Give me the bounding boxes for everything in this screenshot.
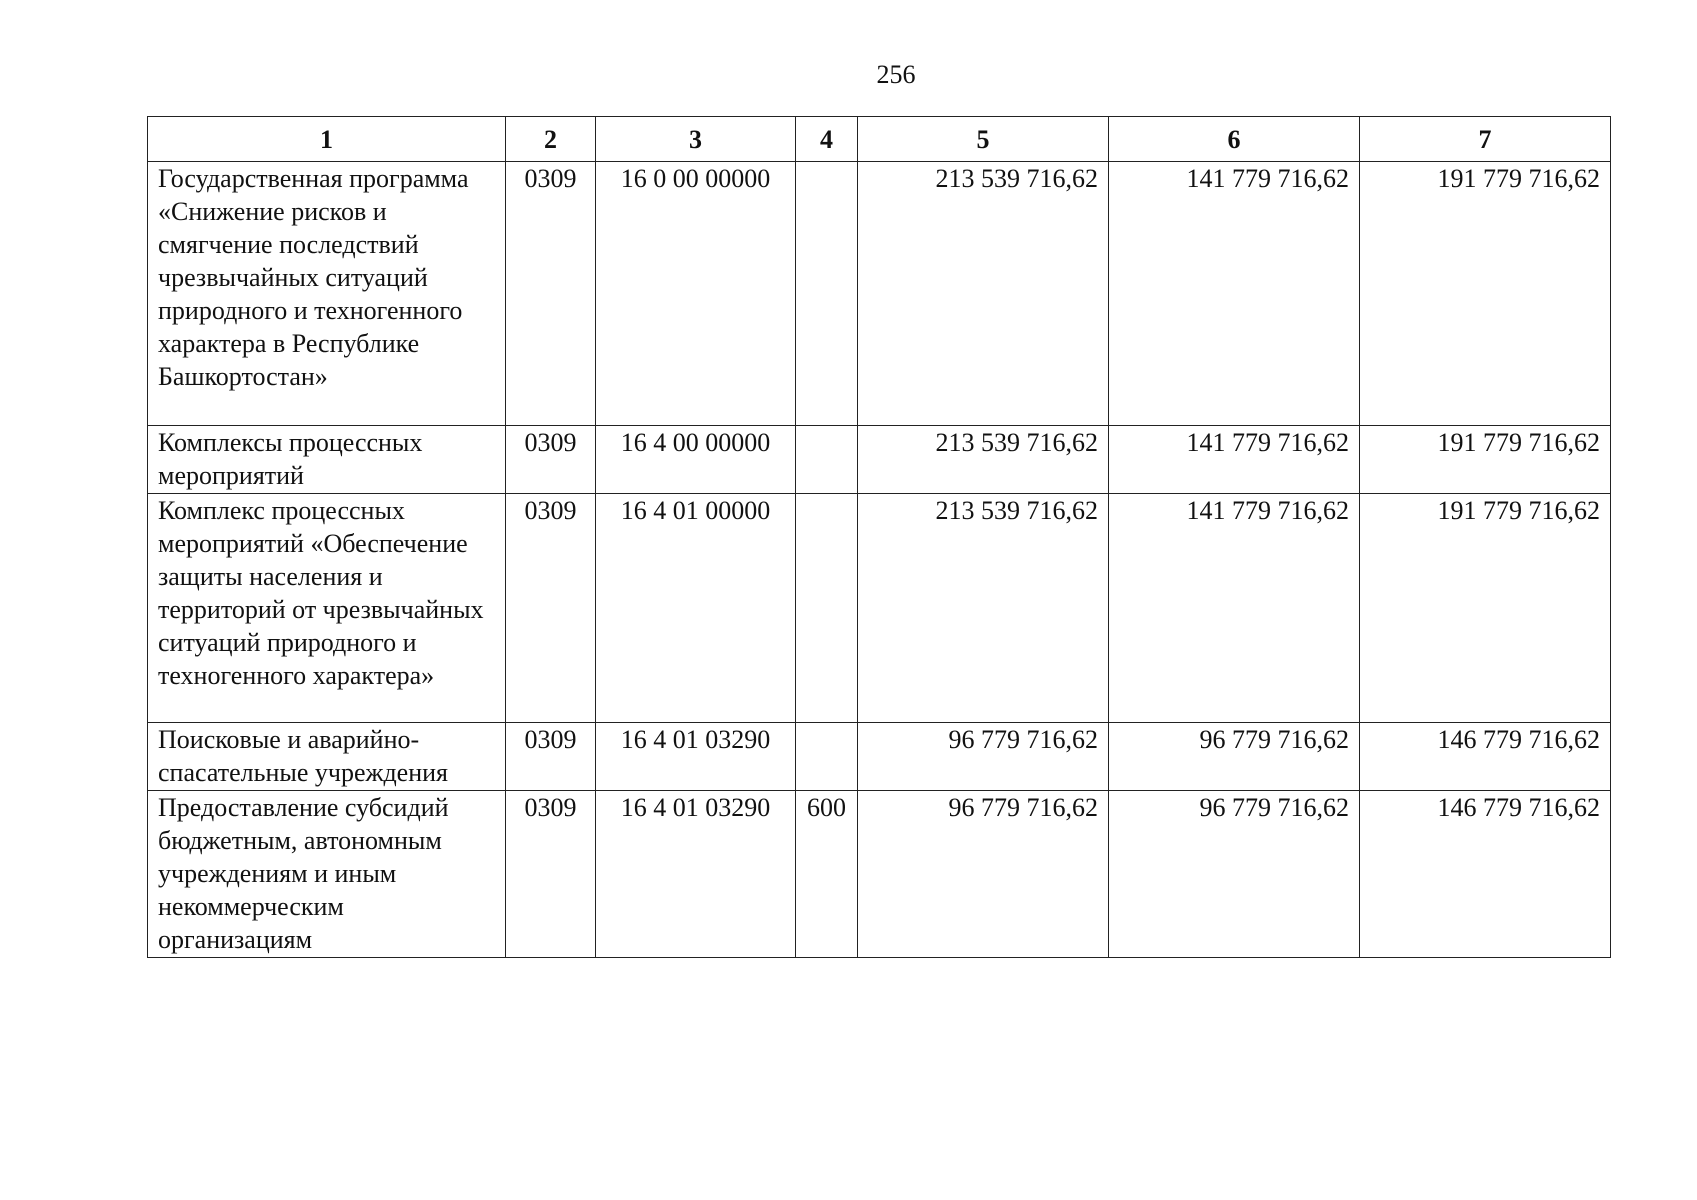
type-code-cell — [796, 494, 858, 723]
amount-cell-6: 141 779 716,62 — [1109, 494, 1360, 723]
type-code-cell — [796, 723, 858, 791]
amount-cell-5: 96 779 716,62 — [858, 723, 1109, 791]
column-header: 1 — [148, 117, 506, 162]
row-name-cell: Предоставление субсидий бюджетным, автономным учреждениям и иным некоммерческим организациям — [148, 791, 506, 958]
column-header: 3 — [596, 117, 796, 162]
type-code-cell: 600 — [796, 791, 858, 958]
column-header: 5 — [858, 117, 1109, 162]
target-code-cell: 16 4 00 00000 — [596, 426, 796, 494]
header-row — [148, 117, 1611, 162]
type-code-cell — [796, 162, 858, 426]
target-code-cell: 16 0 00 00000 — [596, 162, 796, 426]
column-header: 7 — [1360, 117, 1611, 162]
amount-cell-7: 146 779 716,62 — [1360, 723, 1611, 791]
amount-cell-7: 191 779 716,62 — [1360, 426, 1611, 494]
type-code-cell — [796, 426, 858, 494]
section-code-cell: 0309 — [506, 791, 596, 958]
target-code-cell: 16 4 01 00000 — [596, 494, 796, 723]
column-header: 6 — [1109, 117, 1360, 162]
amount-cell-6: 141 779 716,62 — [1109, 162, 1360, 426]
column-header: 2 — [506, 117, 596, 162]
amount-cell-5: 213 539 716,62 — [858, 162, 1109, 426]
section-code-cell: 0309 — [506, 494, 596, 723]
table-row — [148, 723, 1611, 791]
amount-cell-7: 191 779 716,62 — [1360, 494, 1611, 723]
amount-cell-5: 96 779 716,62 — [858, 791, 1109, 958]
target-code-cell: 16 4 01 03290 — [596, 723, 796, 791]
table-row — [148, 162, 1611, 426]
table-row — [148, 494, 1611, 723]
table-row — [148, 791, 1611, 958]
amount-cell-5: 213 539 716,62 — [858, 426, 1109, 494]
budget-table — [147, 116, 1611, 958]
row-name-cell: Государственная программа «Снижение рисков и смягчение последствий чрезвычайных ситуаций природного и техногенного характера в Республике Башкортостан» — [148, 162, 506, 426]
amount-cell-6: 141 779 716,62 — [1109, 426, 1360, 494]
page-number: 256 — [876, 60, 916, 89]
amount-cell-7: 146 779 716,62 — [1360, 791, 1611, 958]
section-code-cell: 0309 — [506, 723, 596, 791]
table-row — [148, 426, 1611, 494]
column-header: 4 — [796, 117, 858, 162]
amount-cell-7: 191 779 716,62 — [1360, 162, 1611, 426]
amount-cell-6: 96 779 716,62 — [1109, 791, 1360, 958]
row-name-cell: Поисковые и аварийно-спасательные учреждения — [148, 723, 506, 791]
row-name-cell: Комплекс процессных мероприятий «Обеспечение защиты населения и территорий от чрезвычайных ситуаций природного и техногенного характера» — [148, 494, 506, 723]
amount-cell-5: 213 539 716,62 — [858, 494, 1109, 723]
section-code-cell: 0309 — [506, 426, 596, 494]
row-name-cell: Комплексы процессных мероприятий — [148, 426, 506, 494]
section-code-cell: 0309 — [506, 162, 596, 426]
target-code-cell: 16 4 01 03290 — [596, 791, 796, 958]
amount-cell-6: 96 779 716,62 — [1109, 723, 1360, 791]
